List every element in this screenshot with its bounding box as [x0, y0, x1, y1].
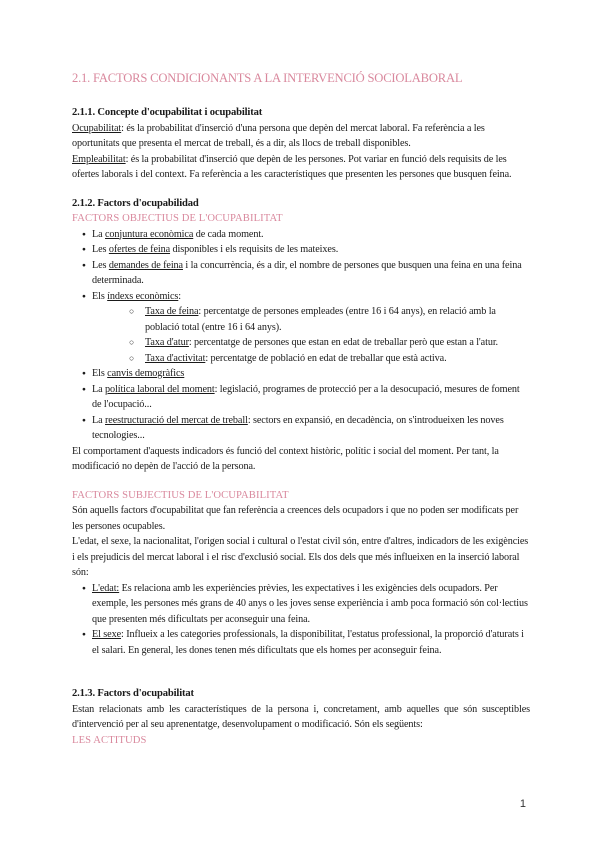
- objective-factors-list: [72, 227, 530, 305]
- empleabilitat-text: : és la probabilitat d'inserció que depèn de les persones. Pot variar en funció dels requisits de les ofertes laborals i del context. Fa referència a les característiques que presenten les persones que busquen feina.: [72, 153, 512, 180]
- list-item: ● Les ofertes de feina disponibles i els requisits de les mateixes.: [72, 242, 530, 258]
- list-item: ● El sexe: Influeix a les categories professionals, la disponibilitat, l'estatus professional, la proporció d'aturats i el salari. En general, les dones tenen més dificultats que els homes per aconseguir feina.: [72, 627, 530, 658]
- factors-ocupabilitat-text: Estan relacionats amb les característiques de la persona i, concretament, amb aquelles que són susceptibles d'intervenció per al seu aprenentatge, desenvolupament o modificació. Són els següents:: [72, 703, 530, 730]
- subjective-paragraph-1: Són aquells factors d'ocupabilitat que fan referència a creences dels ocupadors i que no poden ser modificats per les persones ocupables.: [72, 505, 519, 532]
- list-item: ● Els canvis demogràfics: [72, 366, 530, 382]
- subjective-paragraph-2: L'edat, el sexe, la nacionalitat, l'origen social i cultural o l'estat civil són, entre d'altres, indicadors de les exigències i els prejudicis del mercat laboral i el risc d'exclusió social. Els dos dels que més influeixen en la inserció laboral són:: [72, 536, 529, 578]
- empleabilitat-term: Empleabilitat: [72, 153, 126, 165]
- actituds-heading: LES ACTITUDS: [72, 734, 147, 746]
- subjective-factors-heading: FACTORS SUBJECTIUS DE L'OCUPABILITAT: [72, 489, 289, 501]
- list-item: ○ Taxa d'atur: percentatge de persones que estan en edat de treballar però que estan a l'atur.: [72, 335, 530, 351]
- list-item: ● L'edat: Es relaciona amb les experiències prèvies, les expectatives i les exigències dels ocupadors. Per exemple, les persones més grans de 40 anys o les joves sense experiència i amb poca formació són col·lectius que presenten més dificultats per aconseguir una feina.: [72, 581, 530, 628]
- list-item: ● Els índexs econòmics:: [72, 289, 530, 305]
- objective-factors-heading: FACTORS OBJECTIUS DE L'OCUPABILITAT: [72, 213, 283, 224]
- ocupabilitat-definition: [72, 121, 530, 152]
- list-item: ○ Taxa d'activitat: percentatge de població en edat de treballar que està activa.: [72, 351, 530, 367]
- subsection-title-212: 2.1.2. Factors d'ocupabilidad: [72, 197, 199, 209]
- list-item: ○ Taxa de feina: percentatge de persones empleades (entre 16 i 64 anys), en relació amb la població total (entre 16 i 64 anys).: [72, 304, 530, 335]
- economic-indexes-list: [72, 304, 530, 366]
- ocupabilitat-term: Ocupabilitat: [72, 122, 122, 134]
- subsection-title-211: 2.1.1. Concepte d'ocupabilitat i ocupabilitat: [72, 107, 263, 118]
- ocupabilitat-text: : és la probabilitat d'inserció d'una persona que depèn del mercat laboral. Fa referència a les oportunitats que presenta el mercat de treball, és a dir, als llocs de treball disponibles.: [72, 122, 485, 149]
- subjective-factors-list: [72, 581, 530, 659]
- objective-conclusion: El comportament d'aquests indicadors és funció del context històric, polític i social del moment. Per tant, la modificació no depèn de l'acció de la persona.: [72, 445, 499, 472]
- objective-factors-list-continued: [72, 366, 530, 444]
- list-item: ● La reestructuració del mercat de treball: sectors en expansió, en decadència, on s'introdueixen les noves tecnologies...: [72, 413, 530, 444]
- list-item: ● Les demandes de feina i la concurrència, és a dir, el nombre de persones que busquen una feina en una feina determinada.: [72, 258, 530, 289]
- empleabilitat-definition: [72, 152, 530, 183]
- list-item: ● La política laboral del moment: legislació, programes de protecció per a la desocupació, mesures de foment de l'ocupació...: [72, 382, 530, 413]
- document-page: [72, 70, 530, 748]
- list-item: ● La conjuntura econòmica de cada moment.: [72, 227, 530, 243]
- page-number: 1: [519, 798, 526, 810]
- subsection-title-213: 2.1.3. Factors d'ocupabilitat: [72, 688, 194, 699]
- section-heading: 2.1. FACTORS CONDICIONANTS A LA INTERVENCIÓ SOCIOLABORAL: [72, 71, 463, 85]
